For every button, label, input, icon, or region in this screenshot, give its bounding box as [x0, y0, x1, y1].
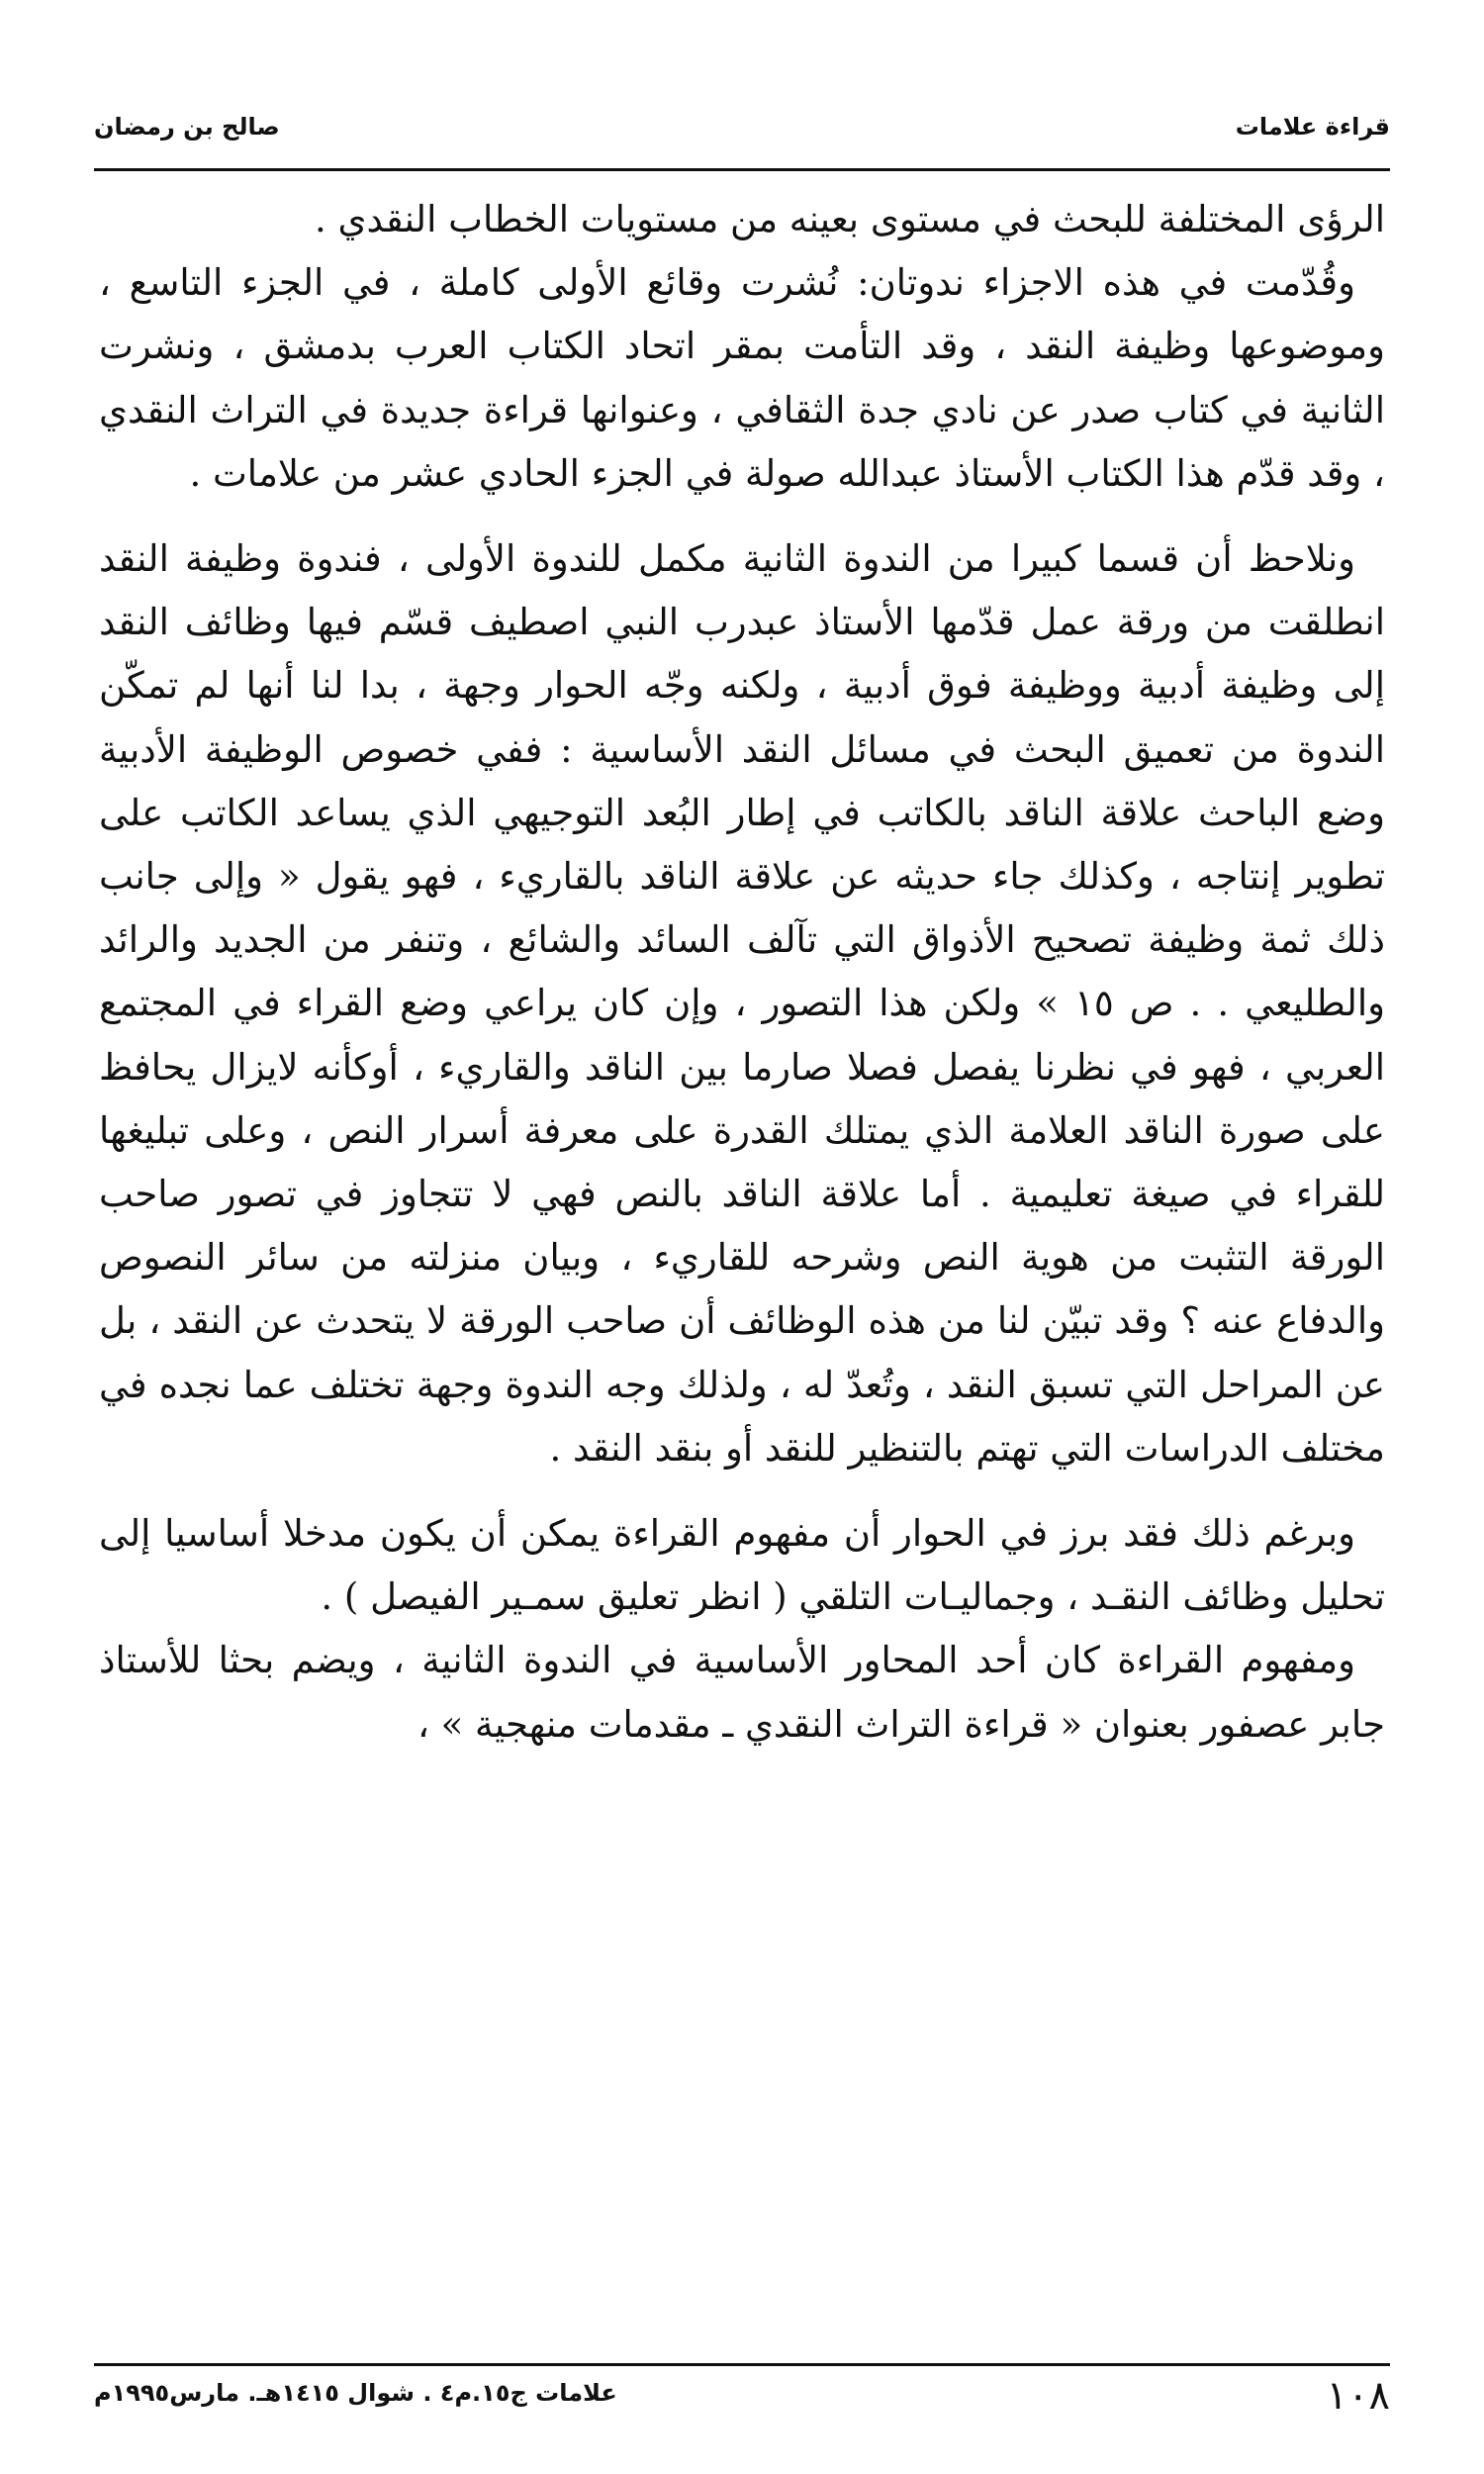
footer-divider	[94, 2363, 1390, 2366]
article-author: صالح بن رمضان	[94, 113, 280, 141]
issue-info: علامات ج١٥.م٤ . شوال ١٤١٥هـ. مارس١٩٩٥م	[94, 2379, 617, 2407]
running-header	[94, 91, 1390, 141]
journal-title: قراءة علامات	[1235, 113, 1390, 141]
paragraph-continuation: الرؤى المختلفة للبحث في مستوى بعينه من مستويات الخطاب النقدي .	[315, 198, 1385, 240]
article-body	[99, 188, 1385, 1757]
paragraph: ومفهوم القراءة كان أحد المحاور الأساسية في الندوة الثانية ، ويضم بحثا للأستاذ جابر عصفور بعنوان « قراءة التراث النقدي ـ مقدمات منهجية » ،	[99, 1639, 1385, 1746]
paragraph: ونلاحظ أن قسما كبيرا من الندوة الثانية مكمل للندوة الأولى ، فندوة وظيفة النقد انطلقت من ورقة عمل قدّمها الأستاذ عبدرب النبي اصطيف قسّم فيها وظائف النقد إلى وظيفة أدبية ووظيفة فوق أدبية ، ولكنه وجّه الحوار وجهة ، بدا لنا أنها لم تمكّن الندوة من تعميق البحث في مسائل النقد الأساسية : ففي خصوص الوظيفة الأدبية وضع الباحث علاقة الناقد بالكاتب في إطار البُعد التوجيهي الذي يساعد الكاتب على تطوير إنتاجه ، وكذلك جاء حديثه عن علاقة الناقد بالقاريء ، فهو يقول « وإلى جانب ذلك ثمة وظيفة تصحيح الأذواق التي تآلف السائد والشائع ، وتنفر من الجديد والرائد والطليعي . . ص ١٥ » ولكن هذا التصور ، وإن كان يراعي وضع القراء في المجتمع العربي ، فهو في نظرنا يفصل فصلا صارما بين الناقد والقاريء ، أوكأنه لايزال يحافظ على صورة الناقد العلامة الذي يمتلك القدرة على معرفة أسرار النص ، وعلى تبليغها للقراء في صيغة تعليمية . أما علاقة الناقد بالنص فهي لا تتجاوز في تصور صاحب الورقة التثبت من هوية النص وشرحه للقاريء ، وبيان منزلته من سائر النصوص والدفاع عنه ؟ وقد تبيّن لنا من هذه الوظائف أن صاحب الورقة لا يتحدث عن النقد ، بل عن المراحل التي تسبق النقد ، وتُعدّ له ، ولذلك وجه الندوة وجهة تختلف عما نجده في مختلف الدراسات التي تهتم بالتنظير للنقد أو بنقد النقد .	[99, 537, 1385, 1470]
page-number: ١٠٨	[1326, 2373, 1390, 2419]
running-footer	[94, 2373, 1390, 2432]
header-divider	[94, 168, 1390, 171]
paragraph: وبرغم ذلك فقد برز في الحوار أن مفهوم القراءة يمكن أن يكون مدخلا أساسيا إلى تحليل وظائف النقـد ، وجماليـات التلقي ( انظر تعليق سمـير الفيصل ) .	[99, 1512, 1385, 1619]
paragraph: وقُدّمت في هذه الاجزاء ندوتان: نُشرت وقائع الأولى كاملة ، في الجزء التاسع ، وموضوعها وظيفة النقد ، وقد التأمت بمقر اتحاد الكتاب العرب بدمشق ، ونشرت الثانية في كتاب صدر عن نادي جدة الثقافي ، وعنوانها قراءة جديدة في التراث النقدي ، وقد قدّم هذا الكتاب الأستاذ عبدالله صولة في الجزء الحادي عشر من علامات .	[99, 261, 1385, 495]
